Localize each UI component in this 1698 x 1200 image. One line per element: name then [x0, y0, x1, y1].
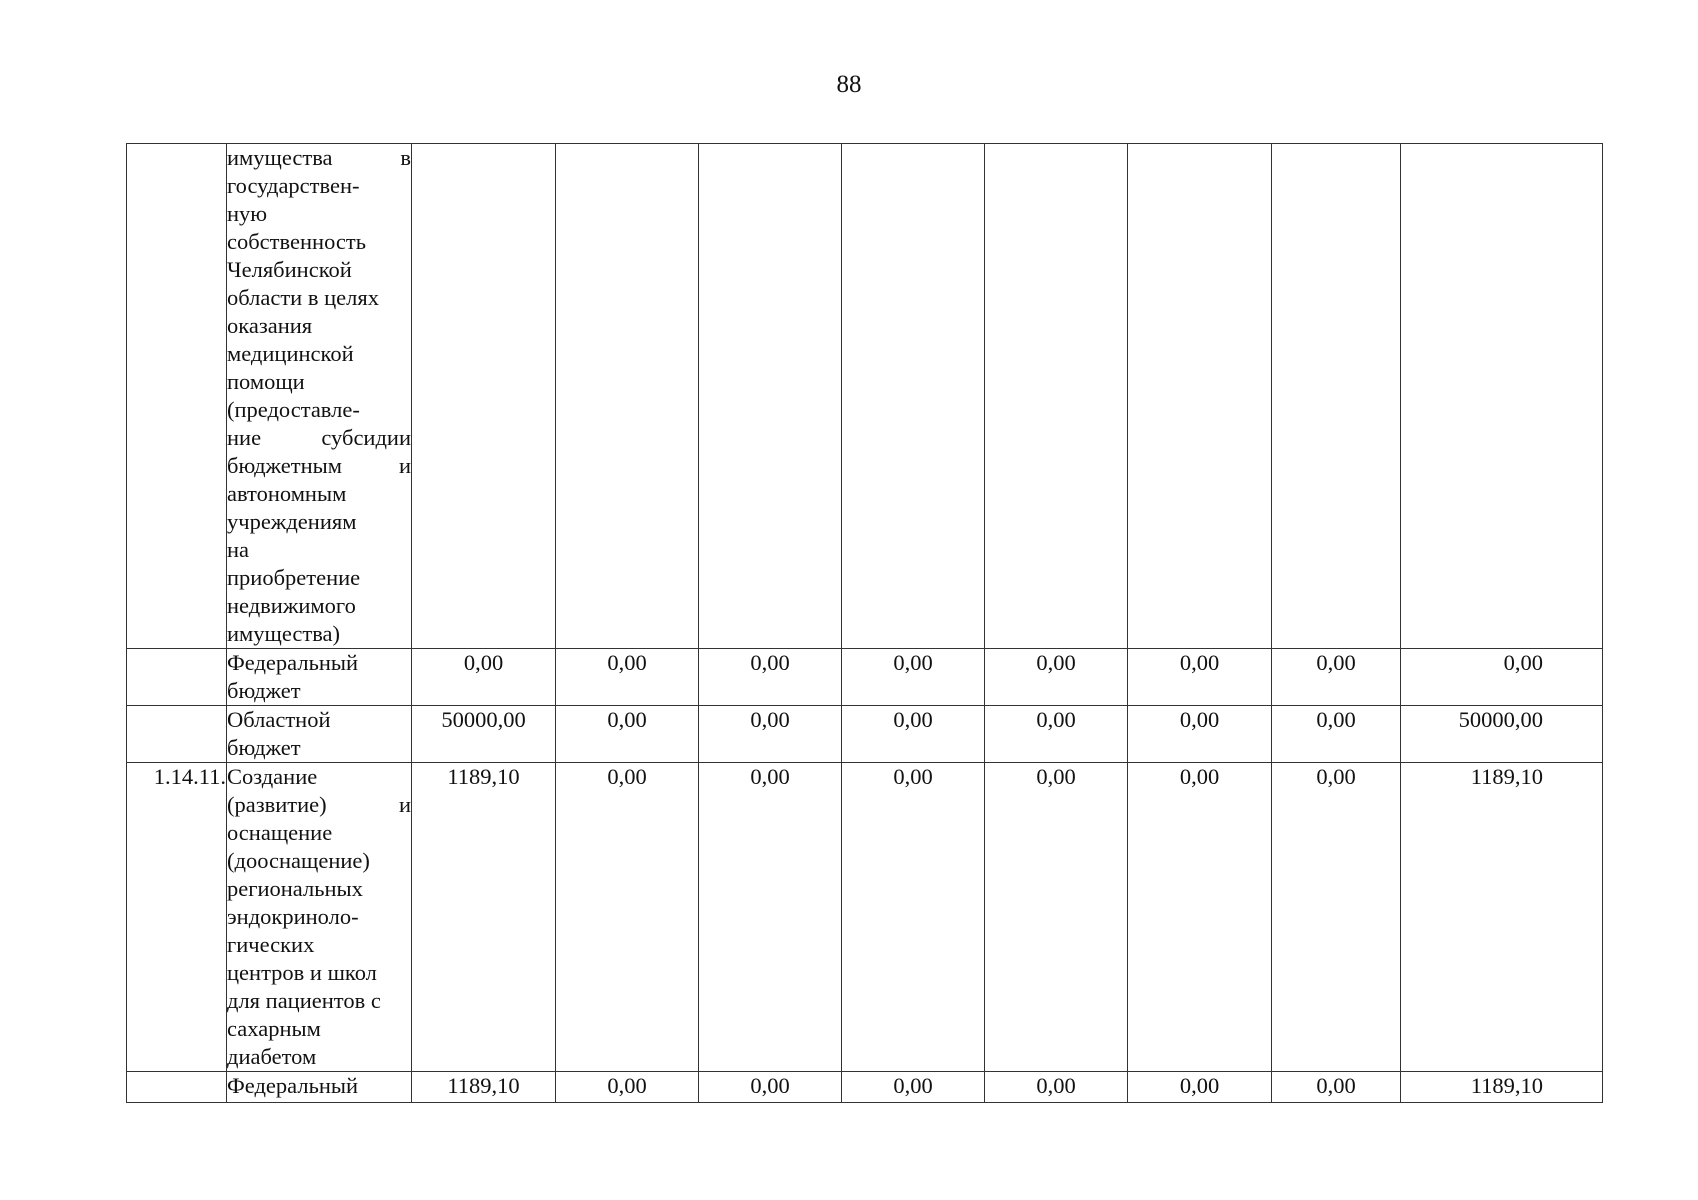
item-name-line: (предоставле-: [227, 397, 360, 422]
item-name-line: диабетом: [227, 1044, 317, 1069]
value-cell: 0,00: [412, 649, 556, 706]
item-number-cell: 1.14.11.: [127, 763, 227, 1072]
item-name-line: эндокриноло-: [227, 904, 359, 929]
item-name-line: сахарным: [227, 1016, 321, 1041]
total-value-cell: 1189,10: [1401, 763, 1603, 1072]
value-cell: 0,00: [985, 1072, 1128, 1103]
value-cell: 0,00: [1272, 1072, 1401, 1103]
value-cell: 0,00: [556, 763, 699, 1072]
item-name-line: недвижимого: [227, 593, 356, 618]
page-number: 88: [836, 71, 862, 98]
item-name-line: бюджет: [227, 735, 301, 760]
item-name-line: (дооснащение): [227, 848, 370, 873]
value-cell: 1189,10: [412, 763, 556, 1072]
item-name-line: (развитие) и: [227, 792, 411, 817]
value-cell: 0,00: [699, 763, 842, 1072]
table-row: [127, 706, 1603, 763]
value-cell: 0,00: [842, 649, 985, 706]
value-cell: 0,00: [1128, 649, 1272, 706]
value-cell: 0,00: [842, 763, 985, 1072]
value-cell: 0,00: [1272, 763, 1401, 1072]
value-cell: 50000,00: [412, 706, 556, 763]
item-name-line: имущества): [227, 621, 341, 646]
value-cell: 0,00: [842, 706, 985, 763]
item-name-line: Областной: [227, 707, 331, 732]
item-name-line: для пациентов с: [227, 988, 381, 1013]
value-cell: [985, 144, 1128, 649]
item-name-line: региональных: [227, 876, 363, 901]
total-value-cell: 50000,00: [1401, 706, 1603, 763]
item-name-cell: [227, 144, 412, 649]
value-cell: [556, 144, 699, 649]
total-value-cell: [1401, 144, 1603, 649]
item-name-line: собственность: [227, 229, 366, 254]
value-cell: [699, 144, 842, 649]
item-name-line: на: [227, 537, 250, 562]
value-cell: 0,00: [699, 1072, 842, 1103]
table-body: [127, 144, 1603, 1103]
value-cell: [842, 144, 985, 649]
item-name-line: автономным: [227, 481, 347, 506]
value-cell: 0,00: [1128, 763, 1272, 1072]
item-name-line: учреждениям: [227, 509, 357, 534]
table-row: [127, 144, 1603, 649]
item-name-line: имущества в: [227, 145, 411, 170]
value-cell: 0,00: [699, 649, 842, 706]
item-name-line: оснащение: [227, 820, 333, 845]
item-name-line: центров и школ: [227, 960, 377, 985]
value-cell: [412, 144, 556, 649]
value-cell: 1189,10: [412, 1072, 556, 1103]
item-name-line: бюджетным и: [227, 453, 411, 478]
value-cell: 0,00: [985, 706, 1128, 763]
item-name-line: медицинской: [227, 341, 354, 366]
value-cell: 0,00: [985, 649, 1128, 706]
item-name-cell: [227, 1072, 412, 1103]
value-cell: 0,00: [556, 706, 699, 763]
item-name-line: помощи: [227, 369, 305, 394]
item-name-line: Создание: [227, 764, 318, 789]
item-number-cell: [127, 706, 227, 763]
value-cell: 0,00: [985, 763, 1128, 1072]
value-cell: 0,00: [1272, 649, 1401, 706]
budget-table: [126, 143, 1603, 1103]
value-cell: 0,00: [1272, 706, 1401, 763]
item-name-line: ние субсидии: [227, 425, 411, 450]
item-name-line: государствен-: [227, 173, 360, 198]
value-cell: 0,00: [842, 1072, 985, 1103]
item-number-cell: [127, 144, 227, 649]
item-name-line: бюджет: [227, 678, 301, 703]
value-cell: 0,00: [1128, 1072, 1272, 1103]
item-name-line: оказания: [227, 313, 313, 338]
item-name-line: гических: [227, 932, 315, 957]
table-row: [127, 763, 1603, 1072]
item-name-line: ную: [227, 201, 268, 226]
item-name-line: Федеральный: [227, 650, 359, 675]
value-cell: 0,00: [556, 1072, 699, 1103]
item-name-cell: [227, 706, 412, 763]
table-row: [127, 649, 1603, 706]
item-number-cell: [127, 649, 227, 706]
table-row: [127, 1072, 1603, 1103]
value-cell: [1128, 144, 1272, 649]
item-name-line: Челябинской: [227, 257, 352, 282]
value-cell: [1272, 144, 1401, 649]
item-name-line: Федеральный: [227, 1073, 359, 1098]
value-cell: 0,00: [1128, 706, 1272, 763]
total-value-cell: 1189,10: [1401, 1072, 1603, 1103]
item-name-line: приобретение: [227, 565, 361, 590]
total-value-cell: 0,00: [1401, 649, 1603, 706]
value-cell: 0,00: [556, 649, 699, 706]
value-cell: 0,00: [699, 706, 842, 763]
item-name-cell: [227, 763, 412, 1072]
item-name-cell: [227, 649, 412, 706]
item-name-line: области в целях: [227, 285, 379, 310]
item-number-cell: [127, 1072, 227, 1103]
